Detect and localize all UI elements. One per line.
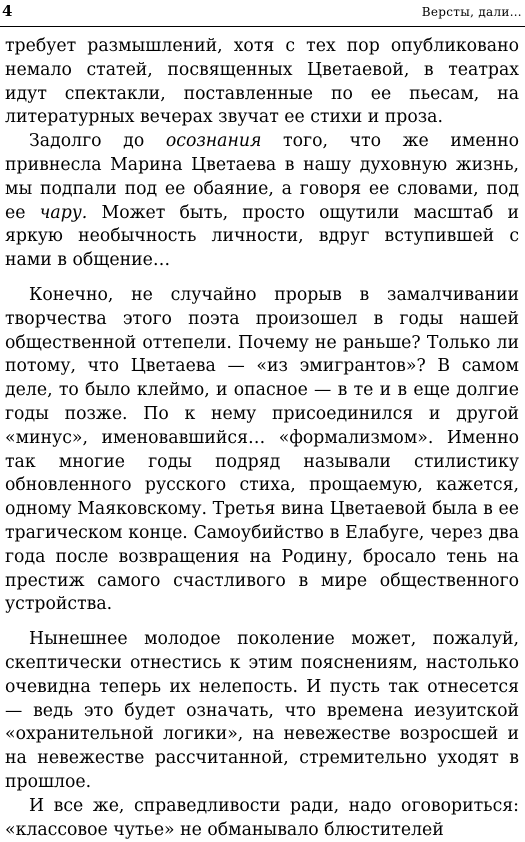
running-head: Версты, дали… bbox=[421, 5, 522, 19]
paragraph bbox=[5, 130, 519, 273]
paragraph bbox=[5, 35, 519, 130]
paragraph bbox=[5, 795, 519, 842]
text-run: Может быть, просто ощутили масштаб и яркую необычность личности, вдруг вступившей с нами в общение… bbox=[5, 202, 519, 271]
text-run: И все же, справедливости ради, надо оговориться: «классовое чутье» не обманывало блюстителей bbox=[5, 795, 519, 840]
text-run: Нынешнее молодое поколение может, пожалуй, скептически отнестись к этим пояснениям, настолько очевидна теперь их нелепость. И пусть так отнесется — ведь это будет означать, что времена иезуитской «охранительной логики», на невежестве возросшей и на невежестве рассчитанной, стремительно уходят в прошлое. bbox=[5, 629, 519, 792]
text-run: Задолго до bbox=[29, 131, 166, 152]
italic-term: чару. bbox=[39, 202, 88, 223]
page-header bbox=[0, 0, 525, 27]
text-run: требует размышлений, хотя с тех пор опубликовано немало статей, посвященных Цветаевой, в театрах идут спектакли, поставленные по ее пьесам, на литературных вечерах звучат ее стихи и проза. bbox=[5, 36, 519, 128]
paragraph bbox=[5, 628, 519, 795]
italic-term: осознания bbox=[165, 131, 262, 152]
body-text bbox=[5, 35, 519, 842]
paragraph bbox=[5, 284, 519, 617]
text-run: того, что же именно привнесла Марина Цветаева в нашу духовную жизнь, мы подпали под ее обаяние, а говоря ее словами, под ее bbox=[5, 131, 519, 223]
page-number: 4 bbox=[2, 2, 13, 20]
text-run: Конечно, не случайно прорыв в замалчивании творчества этого поэта произошел в годы нашей общественной оттепели. Почему не раньше? Только ли потому, что Цветаева — «из эмигрантов»? В самом деле, то было клеймо, и опасное — в те и в еще долгие годы позже. По к нему присоединился и другой «минус», именовавшийся… «формализмом». Именно так многие годы подряд называли стилистику обновленного русского стиха, прощаемую, кажется, одному Маяковскому. Третья вина Цветаевой была в ее трагическом конце. Самоубийство в Елабуге, через два года после возвращения на Родину, бросало тень на престиж самого счастливого в мире общественного устройства. bbox=[5, 284, 519, 615]
